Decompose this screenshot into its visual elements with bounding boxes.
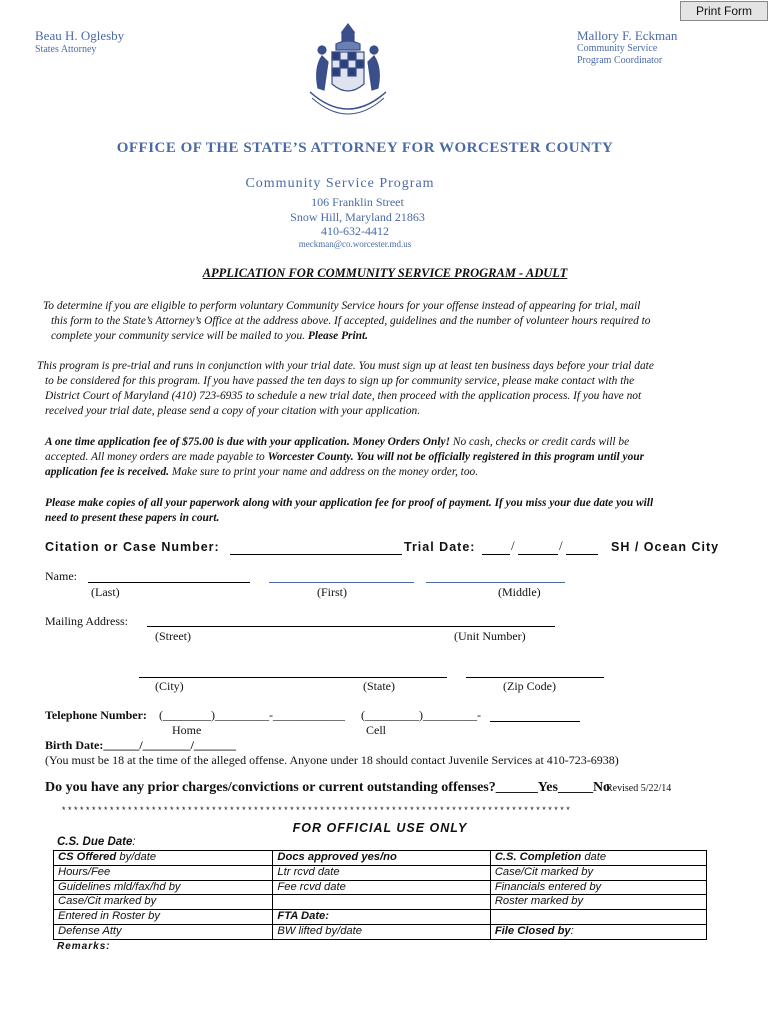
coordinator-name: Mallory F. Eckman	[577, 28, 678, 43]
p3-line3: application fee is received. Make sure to print your name and address on the money order, too.	[45, 466, 479, 478]
cs-due-date: C.S. Due Date:	[57, 836, 136, 848]
cell-caption: Cell	[366, 723, 386, 737]
name-label: Name:	[45, 569, 77, 583]
remarks-label: Remarks:	[57, 941, 111, 952]
telephone-label: Telephone Number:	[45, 708, 147, 722]
p2-line3: District Court of Maryland (410) 723-6935 to schedule a new trial date, then proceed with the application process. If you have not	[45, 390, 642, 402]
unit-caption: (Unit Number)	[454, 629, 526, 643]
last-caption: (Last)	[91, 585, 120, 599]
table-row	[54, 851, 707, 866]
star-divider: * * * * * * * * * * * * * * * * * * * * * * * * * * * * * * * * * * * * * * * * * * * * * * * * * * * * * * * * * * * * * * * * * * * * * * * * * * * * * * * * * * * * *	[62, 805, 570, 815]
street-caption: (Street)	[155, 629, 191, 643]
table-row	[54, 895, 707, 910]
table-cell: C.S. Completion date	[490, 851, 706, 866]
table-row	[54, 910, 707, 925]
p3-line2: accepted. All money orders are made payable to Worcester County. You will not be officially registered in this program until your	[45, 451, 645, 463]
table-cell	[490, 910, 706, 925]
program-city: Snow Hill, Maryland 21863	[290, 210, 425, 224]
last-name-input[interactable]	[88, 567, 250, 583]
maryland-seal-icon	[302, 22, 394, 126]
p2-line4: received your trial date, please send a copy of your citation with your application.	[45, 405, 421, 417]
state-caption: (State)	[363, 679, 395, 693]
table-row	[54, 924, 707, 939]
p3-line1: A one time application fee of $75.00 is due with your application. Money Orders Only! No cash, checks or credit cards will be	[45, 436, 630, 448]
print-form-button[interactable]: Print Form	[680, 1, 768, 21]
table-cell: Financials entered by	[490, 880, 706, 895]
zip-input[interactable]	[466, 662, 604, 678]
citation-label: Citation or Case Number:	[45, 540, 220, 554]
city-state-input[interactable]	[139, 662, 447, 678]
p1-line2: this form to the State’s Attorney’s Office at the address above. If accepted, guidelines and the number of volunteer hours required to	[51, 315, 651, 327]
office-title: OFFICE OF THE STATE’S ATTORNEY FOR WORCESTER COUNTY	[116, 140, 614, 156]
age-note: (You must be 18 at the time of the alleged offense. Anyone under 18 should contact Juvenile Services at 410-723-6938)	[45, 753, 619, 767]
trial-date-year-input[interactable]	[566, 539, 598, 555]
middle-name-input[interactable]	[426, 567, 565, 583]
table-cell: BW lifted by/date	[273, 924, 490, 939]
table-cell: Entered in Roster by	[54, 910, 273, 925]
coordinator-title-2: Program Coordinator	[577, 55, 663, 66]
p4-line1: Please make copies of all your paperwork along with your application fee for proof of payment. If you miss your due date you will	[45, 497, 654, 509]
state-attorney-title: States Attorney	[35, 44, 97, 55]
table-cell: File Closed by:	[490, 924, 706, 939]
form-title: APPLICATION FOR COMMUNITY SERVICE PROGRAM - ADULT	[202, 266, 568, 280]
table-cell: Case/Cit marked by	[490, 865, 706, 880]
table-cell	[273, 895, 490, 910]
table-cell: Ltr rcvd date	[273, 865, 490, 880]
table-cell: Fee rcvd date	[273, 880, 490, 895]
home-caption: Home	[172, 723, 202, 737]
table-cell: Case/Cit marked by	[54, 895, 273, 910]
cell-phone-input[interactable]: (_________)_________-	[361, 708, 481, 722]
citation-number-input[interactable]	[230, 539, 402, 555]
middle-caption: (Middle)	[498, 585, 541, 599]
table-cell: FTA Date:	[273, 910, 490, 925]
table-row	[54, 880, 707, 895]
p4-line2: need to present these papers in court.	[45, 512, 220, 524]
trial-date-slash-2: /	[559, 538, 563, 553]
p2-line2: to be considered for this program. If you have passed the ten days to sign up for community service, please make contact with the	[45, 375, 635, 387]
table-row	[54, 865, 707, 880]
street-input[interactable]	[147, 611, 555, 627]
p1-line3: complete your community service will be mailed to you. Please Print.	[51, 330, 368, 342]
table-cell: Guidelines mld/fax/hd by	[54, 880, 273, 895]
table-cell: Defense Atty	[54, 924, 273, 939]
cell-phone-extension-input[interactable]	[490, 706, 580, 722]
city-caption: (City)	[155, 679, 184, 693]
first-caption: (First)	[317, 585, 347, 599]
p1-line1: To determine if you are eligible to perform voluntary Community Service hours for your offense instead of appearing for trial, mail	[43, 300, 641, 312]
table-cell: Docs approved yes/no	[273, 851, 490, 866]
table-cell: Roster marked by	[490, 895, 706, 910]
coordinator-title-1: Community Service	[577, 43, 658, 54]
p2-line1: This program is pre-trial and runs in conjunction with your trial date. You must sign up at least ten business days before your trial date	[37, 360, 654, 372]
trial-date-day-input[interactable]	[518, 539, 558, 555]
office-use-title: FOR OFFICIAL USE ONLY	[292, 821, 468, 835]
trial-date-label: Trial Date:	[404, 540, 476, 554]
program-name: Community Service Program	[245, 176, 435, 191]
office-use-table	[53, 850, 707, 940]
mailing-address-label: Mailing Address:	[45, 614, 128, 628]
program-email: meckman@co.worcester.md.us	[298, 239, 412, 249]
table-cell: Hours/Fee	[54, 865, 273, 880]
table-cell: CS Offered by/date	[54, 851, 273, 866]
birth-date-field[interactable]: Birth Date:______/________/_______	[45, 738, 236, 752]
trial-date-slash-1: /	[511, 538, 515, 553]
prior-charges-question[interactable]: Do you have any prior charges/convictions or current outstanding offenses?______Yes_____No	[45, 780, 611, 795]
revised-date: Revised 5/22/14	[606, 783, 672, 794]
sh-ocean-city: SH / Ocean City	[611, 540, 720, 554]
trial-date-month-input[interactable]	[482, 539, 510, 555]
first-name-input[interactable]	[269, 567, 414, 583]
program-phone: 410-632-4412	[321, 224, 389, 238]
zip-caption: (Zip Code)	[503, 679, 556, 693]
home-phone-input[interactable]: (________)_________-____________	[159, 708, 345, 722]
program-street: 106 Franklin Street	[311, 195, 404, 209]
state-attorney-name: Beau H. Oglesby	[35, 28, 125, 43]
